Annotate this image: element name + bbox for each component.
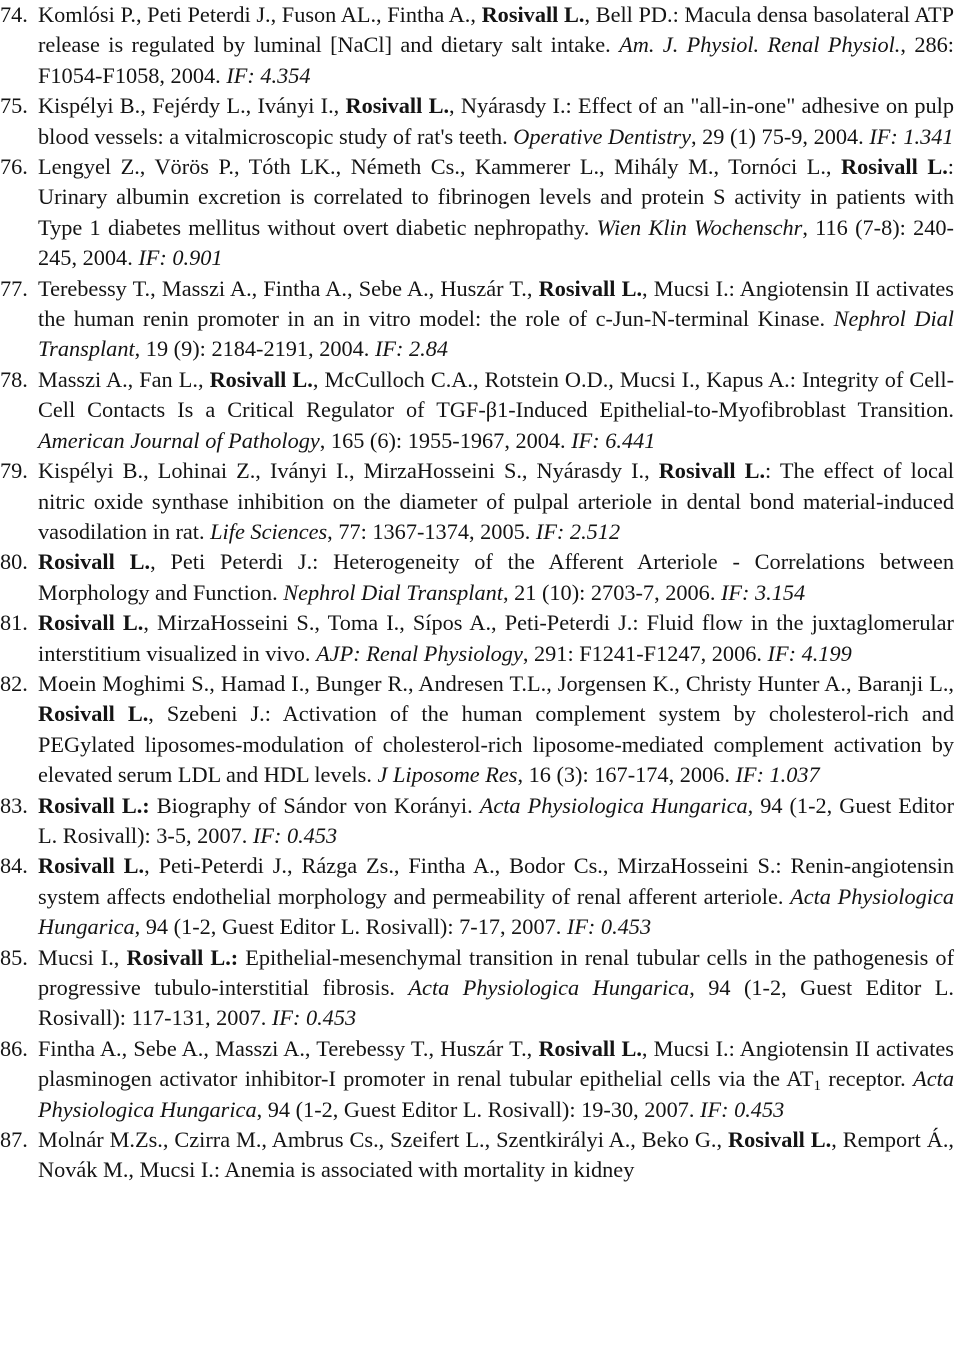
publication-number: 79. — [0, 458, 28, 484]
citation-text: Kispélyi B., Fejérdy L., Iványi I., — [38, 93, 346, 119]
impact-factor: IF: 4.354 — [226, 62, 311, 88]
publication-number: 84. — [0, 853, 28, 879]
journal-name: Wien Klin Wochenschr — [596, 214, 803, 240]
citation-text: : Urinary albumin excretion is correlated to fibrinogen levels and protein S activity in patients with Type 1 diabetes mellitus without overt diabetic nephropathy. — [38, 154, 954, 240]
author-highlight: Rosivall L. — [841, 154, 948, 180]
author-highlight: Rosivall L. — [209, 366, 313, 392]
impact-factor: IF: 1.341 — [869, 123, 954, 149]
journal-name: Nephrol Dial Transplant — [38, 306, 954, 362]
citation-text: , McCulloch C.A., Rotstein O.D., Mucsi I., Kapus A.: Integrity of Cell-Cell Contacts Is a Critical Regulator of TGF-β1-Induced Epithelial-to-Myofibroblast Transition. — [38, 366, 954, 423]
publication-entry — [0, 365, 960, 456]
publication-entry — [0, 274, 960, 365]
publication-text — [38, 93, 954, 148]
journal-name: Acta Physiologica Hungarica — [38, 883, 955, 940]
publication-entry — [0, 547, 960, 608]
publication-text — [38, 945, 954, 1031]
citation-text: , Nyárasdy I.: Effect of an "all-in-one" adhesive on pulp blood vessels: a vitalmicroscopic study of rat's teeth. — [38, 93, 955, 149]
publication-entry — [0, 669, 960, 791]
journal-name: Acta Physiologica Hungarica — [408, 975, 690, 1000]
citation-text: , MirzaHosseini S., Toma I., Sípos A., Peti-Peterdi J.: Fluid flow in the juxtaglomerular interstitium visualized in vivo. — [38, 610, 954, 666]
citation-text: , 116 (7-8): 240-245, 2004. — [38, 214, 954, 271]
impact-factor: IF: 0.453 — [271, 1005, 357, 1031]
citation-text: Terebessy T., Masszi A., Fintha A., Sebe A., Huszár T., — [38, 275, 539, 301]
citation-text: , 77: 1367-1374, 2005. — [327, 518, 536, 544]
publication-text — [38, 549, 954, 604]
citation-text: , Peti Peterdi J.: Heterogeneity of the Afferent Arteriole - Correlations between Morphology and Function. — [38, 549, 954, 605]
publication-text — [38, 154, 954, 270]
journal-name: Am. J. Physiol. Renal Physiol. — [619, 32, 901, 58]
citation-text: , 29 (1) 75-9, 2004. — [690, 123, 870, 149]
publication-number: 87. — [0, 1127, 28, 1153]
impact-factor: IF: 0.453 — [252, 822, 338, 848]
publication-number: 81. — [0, 610, 28, 636]
journal-name: Life Sciences — [210, 518, 328, 544]
publication-text — [38, 793, 954, 848]
author-highlight: Rosivall L. — [345, 93, 450, 119]
citation-text: , Peti-Peterdi J., Rázga Zs., Fintha A., Bodor Cs., MirzaHosseini S.: Renin-angiotensin system affects endothelial morphology and permeability of renal afferent arteriole. — [38, 853, 954, 909]
journal-name: J Liposome Res — [377, 762, 518, 788]
author-highlight: Rosivall L. — [538, 275, 643, 301]
publication-text — [38, 276, 954, 362]
impact-factor: IF: 1.037 — [735, 762, 820, 788]
author-highlight: Rosivall L.: — [38, 792, 150, 818]
publication-entry — [0, 456, 960, 547]
publication-entry — [0, 1125, 960, 1186]
journal-name: Acta Physiologica Hungarica — [38, 1066, 954, 1122]
publication-entry — [0, 851, 960, 942]
citation-text: Masszi A., Fan L., — [38, 366, 210, 392]
citation-text: , 16 (3): 167-174, 2006. — [517, 762, 736, 788]
publication-text — [38, 458, 954, 544]
impact-factor: IF: 6.441 — [571, 427, 656, 453]
author-highlight: Rosivall L. — [728, 1127, 832, 1153]
publication-number: 74. — [0, 2, 28, 27]
citation-text: receptor. — [820, 1066, 914, 1092]
publication-entry — [0, 943, 960, 1034]
author-highlight: Rosivall L. — [481, 2, 585, 27]
journal-name: Acta Physiologica Hungarica — [479, 792, 748, 818]
publication-number: 85. — [0, 944, 28, 970]
citation-text: Komlósi P., Peti Peterdi J., Fuson AL., Fintha A., — [38, 2, 482, 27]
citation-text: Lengyel Z., Vörös P., Tóth LK., Németh Cs., Kammerer L., Mihály M., Tornóci L., — [38, 154, 842, 180]
journal-name: Nephrol Dial Transplant — [283, 579, 503, 605]
impact-factor: IF: 0.453 — [700, 1096, 785, 1122]
citation-text: Moein Moghimi S., Hamad I., Bunger R., Andresen T.L., Jorgensen K., Christy Hunter A., Baranji L., — [38, 670, 954, 696]
publication-text — [38, 1127, 954, 1182]
impact-factor: IF: 4.199 — [767, 640, 852, 666]
publication-text — [38, 1036, 954, 1122]
publication-text — [38, 671, 954, 787]
citation-text: , Szebeni J.: Activation of the human complement system by cholesterol-rich and PEGylated liposomes-modulation of cholesterol-rich liposome-mediated complement activation by elevated serum LDL and HDL levels. — [38, 701, 954, 788]
citation-text: Molnár M.Zs., Czirra M., Ambrus Cs., Szeifert L., Szentkirályi A., Beko G., — [38, 1127, 729, 1153]
citation-text: , 94 (1-2, Guest Editor L. Rosivall): 3-5, 2007. — [38, 792, 954, 848]
publication-text — [38, 853, 954, 939]
author-highlight: Rosivall L. — [38, 549, 151, 575]
author-highlight: Rosivall L. — [538, 1035, 642, 1061]
citation-text: : The effect of local nitric oxide synthase inhibition on the diameter of pulpal arteriole in dental bond material-induced vasodilation in rat. — [38, 458, 954, 544]
citation-text: , Mucsi I.: Angiotensin II activates plasminogen activator inhibitor-I promoter in renal tubular epithelial cells via the AT — [38, 1035, 954, 1092]
citation-text: , 94 (1-2, Guest Editor L. Rosivall): 7-17, 2007. — [134, 914, 567, 940]
publication-number: 82. — [0, 670, 28, 696]
publication-entry — [0, 791, 960, 852]
publication-entry — [0, 152, 960, 274]
citation-text: , 21 (10): 2703-7, 2006. — [502, 579, 721, 605]
impact-factor: IF: 3.154 — [720, 579, 806, 605]
publication-number: 83. — [0, 792, 28, 818]
citation-text: , Bell PD.: Macula densa basolateral ATP release is regulated by luminal [NaCl] and dietary salt intake. — [38, 2, 954, 58]
citation-text: Biography of Sándor von Korányi. — [149, 792, 480, 818]
publication-text — [38, 2, 954, 88]
impact-factor: IF: 0.453 — [566, 914, 652, 940]
publication-number: 80. — [0, 549, 28, 575]
author-highlight: Rosivall L. — [38, 853, 145, 879]
author-highlight: Rosivall L. — [658, 458, 766, 484]
publication-text — [38, 610, 954, 665]
impact-factor: IF: 2.84 — [374, 336, 449, 362]
journal-name: American Journal of Pathology — [38, 427, 320, 453]
author-highlight: Rosivall L. — [38, 701, 149, 727]
publication-entry — [0, 1034, 960, 1125]
publication-number: 78. — [0, 366, 28, 392]
citation-text: , 19 (9): 2184-2191, 2004. — [134, 336, 375, 362]
author-highlight: Rosivall L. — [38, 610, 144, 636]
citation-text: , Remport Á., Novák M., Mucsi I.: Anemia is associated with mortality in kidney — [38, 1127, 954, 1183]
citation-text: , Mucsi I.: Angiotensin II activates the human renin promoter in an in vitro model: the role of c-Jun-N-terminal Kinase. — [38, 275, 954, 332]
impact-factor: IF: 0.901 — [138, 245, 223, 271]
journal-name: AJP: Renal Physiology — [316, 640, 523, 666]
publication-text — [38, 367, 954, 453]
publication-entry — [0, 0, 960, 91]
author-highlight: Rosivall L.: — [126, 944, 239, 970]
citation-text: , 291: F1241-F1247, 2006. — [522, 640, 768, 666]
publication-number: 75. — [0, 93, 28, 119]
citation-text: , 286: F1054-F1058, 2004. — [38, 32, 954, 88]
publication-number: 77. — [0, 275, 28, 301]
publication-entry — [0, 608, 960, 669]
citation-text: Kispélyi B., Lohinai Z., Iványi I., MirzaHosseini S., Nyárasdy I., — [38, 458, 659, 484]
publication-entry — [0, 91, 960, 152]
citation-text: Fintha A., Sebe A., Masszi A., Terebessy T., Huszár T., — [38, 1035, 539, 1061]
publication-number: 86. — [0, 1035, 28, 1061]
citation-text: Epithelial-mesenchymal transition in renal tubular cells in the pathogenesis of progressive tubulo-interstitial fibrosis. — [38, 944, 954, 1000]
citation-text: , 94 (1-2, Guest Editor L. Rosivall): 19-30, 2007. — [256, 1096, 701, 1122]
citation-text: , 94 (1-2, Guest Editor L. Rosivall): 117-131, 2007. — [38, 975, 954, 1031]
publication-number: 76. — [0, 154, 28, 180]
subscript: 1 — [813, 1078, 821, 1095]
journal-name: Operative Dentistry — [513, 123, 691, 149]
impact-factor: IF: 2.512 — [535, 518, 621, 544]
citation-text: Mucsi I., — [38, 944, 127, 970]
citation-text: , 165 (6): 1955-1967, 2004. — [319, 427, 572, 453]
